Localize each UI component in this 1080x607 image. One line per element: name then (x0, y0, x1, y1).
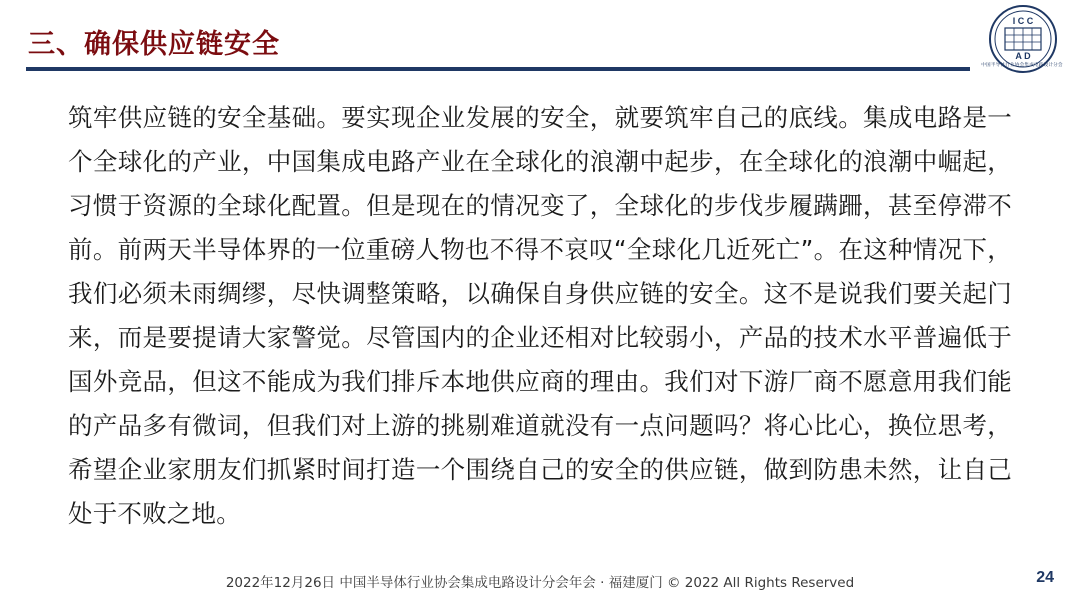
slide-header (0, 14, 1080, 76)
slide-body-text: 筑牢供应链的安全基础。要实现企业发展的安全，就要筑牢自己的底线。集成电路是一个全球化的产业，中国集成电路产业在全球化的浪潮中起步，在全球化的浪潮中崛起，习惯于资源的全球化配置。但是现在的情况变了，全球化的步伐步履蹒跚，甚至停滞不前。前两天半导体界的一位重磅人物也不得不哀叹“全球化几近死亡”。在这种情况下，我们必须未雨绸缪，尽快调整策略，以确保自身供应链的安全。这不是说我们要关起门来，而是要提请大家警觉。尽管国内的企业还相对比较弱小，产品的技术水平普遍低于国外竞品，但这不能成为我们排斥本地供应商的理由。我们对下游厂商不愿意用我们能的产品多有微词，但我们对上游的挑剔难道就没有一点问题吗？将心比心，换位思考，希望企业家朋友们抓紧时间打造一个围绕自己的安全的供应链，做到防患未然，让自己处于不败之地。 (68, 103, 1012, 528)
slide-footer (0, 571, 1080, 597)
footer-text: 2022年12月26日 中国半导体行业协会集成电路设计分会年会 · 福建厦门 © 2022 All Rights Reserved (225, 575, 855, 591)
page-title: 三、确保供应链安全 (28, 29, 280, 59)
svg-text:I C C: I C C (1012, 16, 1034, 26)
page-number: 24 (1036, 569, 1054, 586)
logo-caption: 中国半导体行业协会集成电路设计分会 (981, 62, 1063, 67)
title-divider (26, 67, 970, 71)
svg-text:A D: A D (1015, 51, 1031, 61)
